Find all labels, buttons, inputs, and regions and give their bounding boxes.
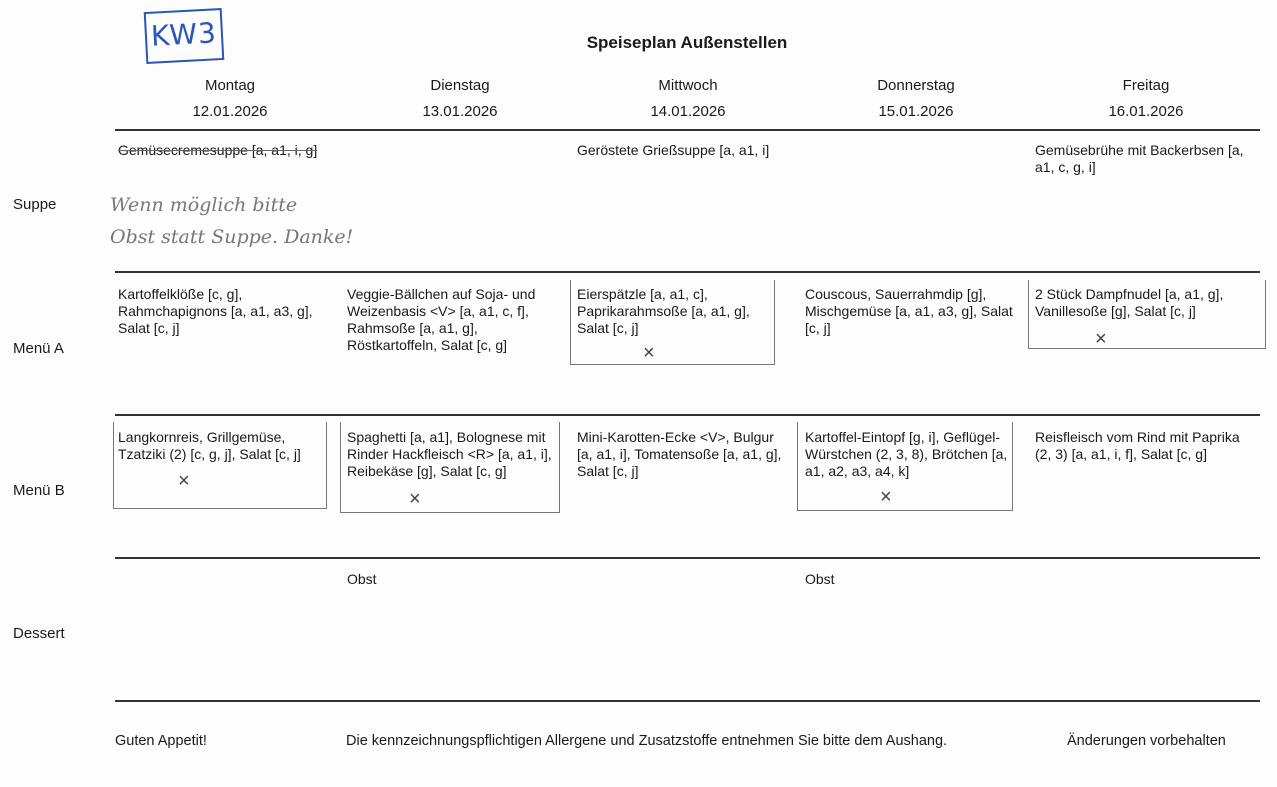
handwritten-note-line-1: Wenn möglich bitte <box>110 194 298 216</box>
cell-dessert-donnerstag: Obst <box>805 571 835 587</box>
footer-greeting: Guten Appetit! <box>115 733 207 749</box>
handwritten-note-line-2: Obst statt Suppe. Danke! <box>110 226 354 248</box>
row-label-suppe: Suppe <box>13 196 57 213</box>
day-name-mittwoch: Mittwoch <box>658 77 718 94</box>
selection-mark-icon: × <box>880 486 892 508</box>
day-date-dienstag: 13.01.2026 <box>422 103 498 120</box>
cell-suppe-montag: Gemüsecremesuppe [a, a1, i, g] <box>118 142 318 158</box>
cell-menu-a-montag: Kartoffelklöße [c, g], Rahmchapignons [a, a1, a3, g], Salat [c, j] <box>118 286 313 336</box>
row-label-dessert: Dessert <box>13 625 65 642</box>
divider <box>115 414 1260 416</box>
day-name-freitag: Freitag <box>1122 77 1170 94</box>
divider <box>115 557 1260 559</box>
cell-menu-b-montag: Langkornreis, Grillgemüse, Tzatziki (2) [c, g, j], Salat [c, j] <box>118 429 301 462</box>
cell-menu-b-mittwoch: Mini-Karotten-Ecke <V>, Bulgur [a, a1, i], Tomatensoße [a, a1, g], Salat [c, j] <box>577 429 782 479</box>
day-date-mittwoch: 14.01.2026 <box>650 103 726 120</box>
cell-menu-a-donnerstag: Couscous, Sauerrahmdip [g], Mischgemüse [a, a1, a3, g], Salat [c, j] <box>805 286 1013 336</box>
day-name-montag: Montag <box>204 77 256 94</box>
cell-suppe-mittwoch: Geröstete Grießsuppe [a, a1, i] <box>577 142 770 158</box>
row-label-menu-a: Menü A <box>13 340 64 357</box>
cell-menu-b-dienstag: Spaghetti [a, a1], Bolognese mit Rinder Hackfleisch <R> [a, a1, i], Reibekäse [g], Salat [c, g] <box>347 429 552 479</box>
selection-mark-icon: × <box>178 470 190 492</box>
cell-dessert-dienstag: Obst <box>347 571 377 587</box>
cell-menu-a-freitag: 2 Stück Dampfnudel [a, a1, g], Vanillesoße [g], Salat [c, j] <box>1035 286 1224 319</box>
day-date-freitag: 16.01.2026 <box>1108 103 1184 120</box>
divider <box>115 129 1260 131</box>
day-name-donnerstag: Donnerstag <box>877 77 955 94</box>
selection-mark-icon: × <box>1095 328 1107 350</box>
selection-mark-icon: × <box>409 488 421 510</box>
cell-menu-b-donnerstag: Kartoffel-Eintopf [g, i], Geflügel-Würstchen (2, 3, 8), Brötchen [a, a1, a2, a3, a4, k] <box>805 429 1008 479</box>
day-name-dienstag: Dienstag <box>430 77 490 94</box>
cell-menu-b-freitag: Reisfleisch vom Rind mit Paprika (2, 3) [a, a1, i, f], Salat [c, g] <box>1035 429 1240 462</box>
day-date-montag: 12.01.2026 <box>192 103 268 120</box>
cell-menu-a-dienstag: Veggie-Bällchen auf Soja- und Weizenbasis <V> [a, a1, c, f], Rahmsoße [a, a1, g], Röstkartoffeln, Salat [c, g] <box>347 286 536 353</box>
cell-menu-a-mittwoch: Eierspätzle [a, a1, c], Paprikarahmsoße [a, a1, g], Salat [c, j] <box>577 286 750 336</box>
handwritten-week-label: KW3 <box>144 8 225 64</box>
row-label-menu-b: Menü B <box>13 482 65 499</box>
day-date-donnerstag: 15.01.2026 <box>878 103 954 120</box>
footer-allergen-note: Die kennzeichnungspflichtigen Allergene und Zusatzstoffe entnehmen Sie bitte dem Aushang. <box>346 733 948 749</box>
divider <box>115 271 1260 273</box>
footer-disclaimer: Änderungen vorbehalten <box>1067 733 1226 749</box>
cell-suppe-freitag: Gemüsebrühe mit Backerbsen [a, a1, c, g, i] <box>1035 142 1244 175</box>
page-title: Speiseplan Außenstellen <box>586 33 788 52</box>
selection-mark-icon: × <box>643 342 655 364</box>
divider <box>115 700 1260 702</box>
